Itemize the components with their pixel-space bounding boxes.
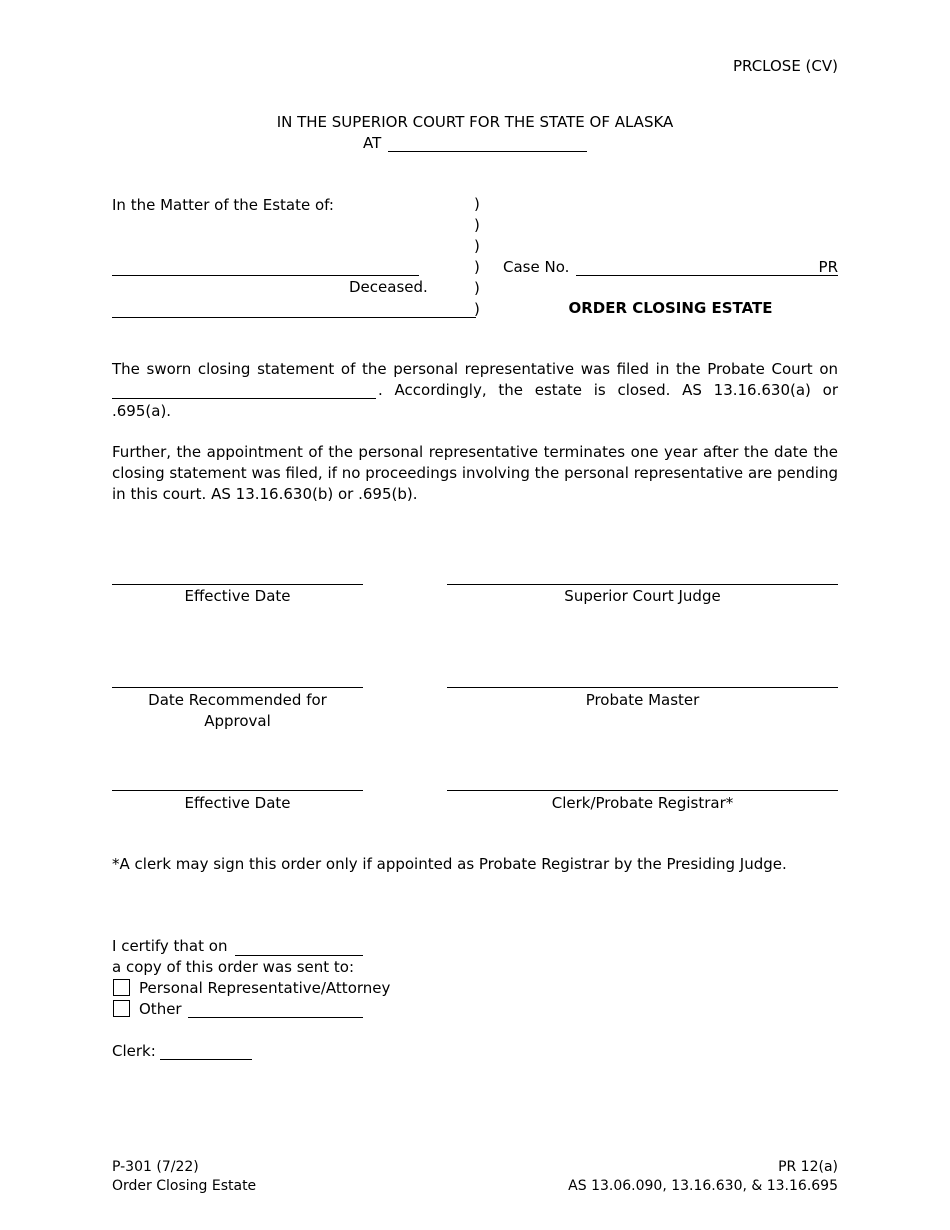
form-title: Order Closing Estate: [112, 1178, 257, 1194]
clerk-registrar-signature-line[interactable]: [447, 790, 838, 791]
clerk-initials-field[interactable]: [160, 1041, 252, 1060]
caption-paren: ): [474, 300, 480, 318]
statute-references: AS 13.06.090, 13.16.630, & 13.16.695: [568, 1178, 838, 1194]
date-recommended-line[interactable]: [112, 687, 363, 688]
caption-paren: ): [474, 195, 480, 213]
para1-line1: The sworn closing statement of the personal representative was filed in the Probate Court on: [112, 360, 838, 378]
other-checkbox[interactable]: [113, 1000, 130, 1017]
certify-label: I certify that on: [112, 937, 228, 955]
form-code: PRCLOSE (CV): [732, 57, 838, 75]
rule-reference: PR 12(a): [778, 1159, 838, 1175]
probate-master-signature-line[interactable]: [447, 687, 838, 688]
caption-paren: ): [474, 237, 480, 255]
clerk-registrar-label: Clerk/Probate Registrar*: [551, 794, 734, 812]
filing-date-field[interactable]: [112, 380, 376, 399]
at-label: AT: [363, 134, 382, 152]
caption-paren: ): [474, 258, 480, 276]
caption-paren: ): [474, 279, 480, 297]
effective-date-line[interactable]: [112, 584, 363, 585]
order-title: ORDER CLOSING ESTATE: [568, 299, 773, 317]
clerk-note: *A clerk may sign this order only if appointed as Probate Registrar by the Presiding Judge.: [112, 855, 787, 873]
date-recommended-label: Date Recommended for Approval: [148, 691, 327, 730]
pr-attorney-label: Personal Representative/Attorney: [139, 979, 391, 997]
para1-line3: .695(a).: [112, 402, 172, 420]
court-location-field[interactable]: [388, 133, 587, 152]
case-no-label: Case No.: [503, 258, 570, 276]
probate-master-label: Probate Master: [585, 691, 700, 709]
decedent-name-field[interactable]: [112, 257, 419, 276]
caption-bottom-rule: [112, 299, 476, 318]
para2: Further, the appointment of the personal representative terminates one year after the date the closing statement was filed, if no proceedings involving the personal representative are pending in this court. AS 13.16.630(b) or .695(b).: [112, 443, 838, 503]
form-number: P-301 (7/22): [112, 1159, 199, 1175]
clerk-label: Clerk:: [112, 1042, 156, 1060]
effective-date-line[interactable]: [112, 790, 363, 791]
effective-date-label: Effective Date: [184, 794, 291, 812]
caption-paren: ): [474, 216, 480, 234]
case-number-field[interactable]: [576, 257, 838, 276]
matter-label: In the Matter of the Estate of:: [112, 196, 334, 214]
other-recipient-field[interactable]: [188, 999, 363, 1018]
case-suffix: PR: [818, 258, 838, 276]
certify-date-field[interactable]: [235, 937, 363, 956]
court-heading: IN THE SUPERIOR COURT FOR THE STATE OF ALASKA: [276, 113, 674, 131]
deceased-label: Deceased.: [349, 278, 428, 296]
judge-label: Superior Court Judge: [564, 587, 721, 605]
para1-line2: . Accordingly, the estate is closed. AS 13.16.630(a) or: [378, 381, 838, 399]
pr-attorney-checkbox[interactable]: [113, 979, 130, 996]
effective-date-label: Effective Date: [184, 587, 291, 605]
judge-signature-line[interactable]: [447, 584, 838, 585]
other-label: Other: [139, 1000, 182, 1018]
copy-sent-label: a copy of this order was sent to:: [112, 958, 355, 976]
